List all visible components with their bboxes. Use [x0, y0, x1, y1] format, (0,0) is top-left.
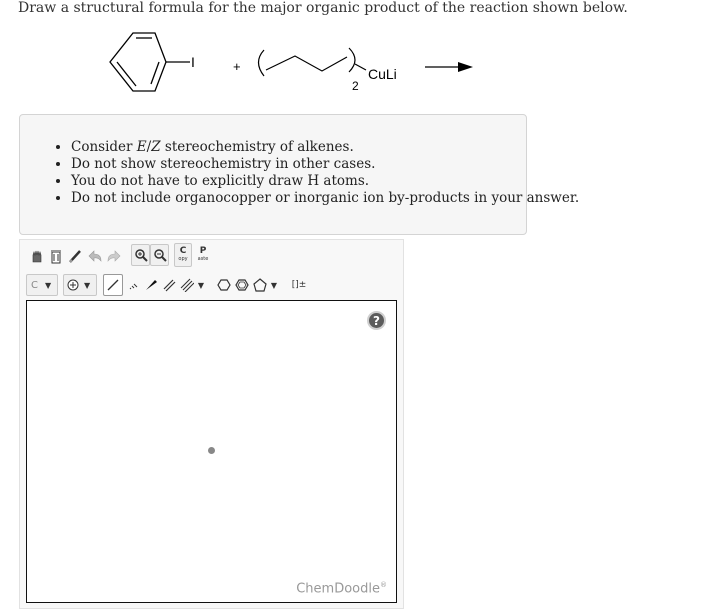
question-text: Draw a structural formula for the major organic product of the reaction shown below. — [18, 0, 628, 16]
brand-name: ChemDoodle — [296, 581, 380, 596]
subscript-count: 2 — [352, 79, 359, 93]
single-bond-tool[interactable] — [103, 274, 123, 296]
chevron-down-icon: ▼ — [44, 280, 52, 290]
charge-picker[interactable] — [63, 274, 97, 296]
chevron-down-icon[interactable]: ▼ — [197, 280, 205, 290]
bracket-charge-tool[interactable] — [289, 274, 309, 296]
hexagon-ring-icon[interactable] — [215, 274, 233, 296]
chevron-down-icon[interactable]: ▼ — [270, 280, 278, 290]
hint-text: stereochemistry of alkenes. — [160, 139, 354, 155]
copy-button[interactable] — [174, 243, 192, 267]
redo-icon[interactable] — [105, 245, 123, 267]
copy-sublabel: opy — [178, 256, 188, 262]
lasso-icon[interactable] — [66, 245, 84, 267]
zoom-in-icon[interactable] — [131, 244, 150, 266]
left-parenthesis — [259, 50, 265, 76]
cursor-dot — [208, 447, 215, 454]
chemdoodle-brand — [296, 581, 387, 596]
chevron-down-icon: ▼ — [84, 280, 91, 290]
hint-item: • You do not have to explicitly draw H atoms. — [71, 173, 526, 190]
iodine-label: I — [191, 54, 195, 70]
element-label: C — [31, 279, 38, 291]
hint-z-label: Z — [151, 139, 161, 155]
butyl-chain — [266, 56, 347, 71]
hint-e-label: E — [136, 139, 147, 155]
bracket-label: []± — [291, 280, 307, 290]
element-picker[interactable] — [26, 274, 58, 296]
undo-icon[interactable] — [86, 245, 104, 267]
pentagon-ring-icon[interactable] — [251, 274, 269, 296]
hint-item — [71, 139, 526, 156]
benzene-ring — [110, 33, 166, 91]
hint-box — [19, 114, 580, 235]
benzene-ring-icon[interactable] — [233, 274, 251, 296]
help-button[interactable] — [367, 311, 386, 330]
right-parenthesis — [349, 48, 355, 72]
hint-item: • Do not show stereochemistry in other cases. — [71, 156, 526, 173]
wedge-bond-tool[interactable] — [142, 274, 160, 296]
hand-icon[interactable] — [28, 245, 46, 267]
brand-mark: ® — [380, 580, 387, 589]
c-cu-bond — [355, 64, 366, 70]
zoom-out-icon[interactable] — [150, 244, 169, 266]
paste-sublabel: aste — [197, 256, 209, 262]
triple-bond-tool[interactable] — [178, 274, 196, 296]
plus-sign: + — [233, 59, 241, 74]
hint-text: Consider — [71, 139, 137, 155]
hint-list — [20, 139, 580, 207]
hint-item: • Do not include organocopper or inorganic ion by-products in your answer. — [71, 190, 526, 207]
reaction-scheme — [100, 28, 500, 98]
hint-slash: / — [146, 139, 152, 155]
clear-icon[interactable] — [47, 245, 65, 267]
paste-label: P — [199, 246, 207, 256]
paste-button[interactable] — [194, 243, 212, 267]
drawing-canvas[interactable] — [26, 300, 397, 603]
help-icon: ? — [373, 313, 380, 328]
reaction-arrow — [425, 62, 473, 72]
double-bond-tool[interactable] — [160, 274, 178, 296]
copy-label: C — [179, 246, 187, 256]
wedge-recessed-bond-tool[interactable] — [124, 274, 142, 296]
charge-plus-icon — [67, 279, 79, 291]
cuprate-label: CuLi — [368, 66, 397, 82]
